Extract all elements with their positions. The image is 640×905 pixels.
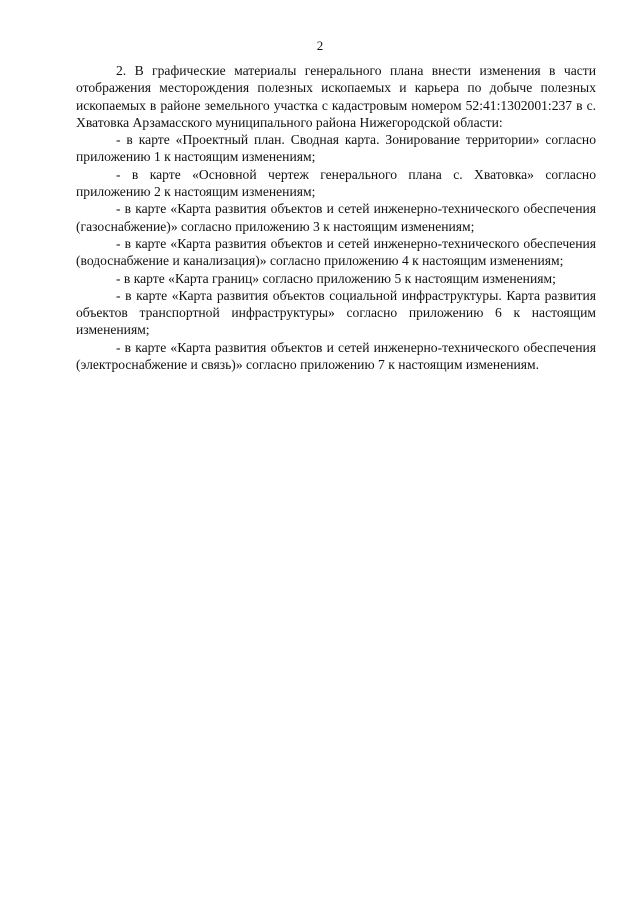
- list-item: - в карте «Карта развития объектов социальной инфраструктуры. Карта развития объектов транспортной инфраструктуры» согласно приложению 6 к настоящим изменениям;: [76, 287, 596, 338]
- list-item: - в карте «Карта границ» согласно приложению 5 к настоящим изменениям;: [116, 270, 556, 286]
- list-item: - в карте «Основной чертеж генерального плана с. Хватовка» согласно приложению 2 к настоящим изменениям;: [76, 166, 596, 200]
- list-item: - в карте «Карта развития объектов и сетей инженерно-технического обеспечения (электроснабжение и связь)» согласно приложению 7 к настоящим изменениям.: [76, 339, 596, 373]
- intro-paragraph: 2. В графические материалы генерального плана внести изменения в части отображения месторождения полезных ископаемых и карьера по добыче полезных ископаемых в районе земельного участка с кадастровым номером 52:41:1302001:237 в с. Хватовка Арзамасского муниципального района Нижегородской области:: [76, 63, 596, 130]
- list-item: - в карте «Карта развития объектов и сетей инженерно-технического обеспечения (газоснабжение)» согласно приложению 3 к настоящим изменениям;: [76, 201, 596, 234]
- page-number: 2: [316, 38, 324, 53]
- list-item: - в карте «Проектный план. Сводная карта. Зонирование территории» согласно приложению 1 к настоящим изменениям;: [76, 132, 596, 165]
- list-item: - в карте «Карта развития объектов и сетей инженерно-технического обеспечения (водоснабжение и канализация)» согласно приложению 4 к настоящим изменениям;: [76, 235, 596, 269]
- document-body: [76, 62, 596, 373]
